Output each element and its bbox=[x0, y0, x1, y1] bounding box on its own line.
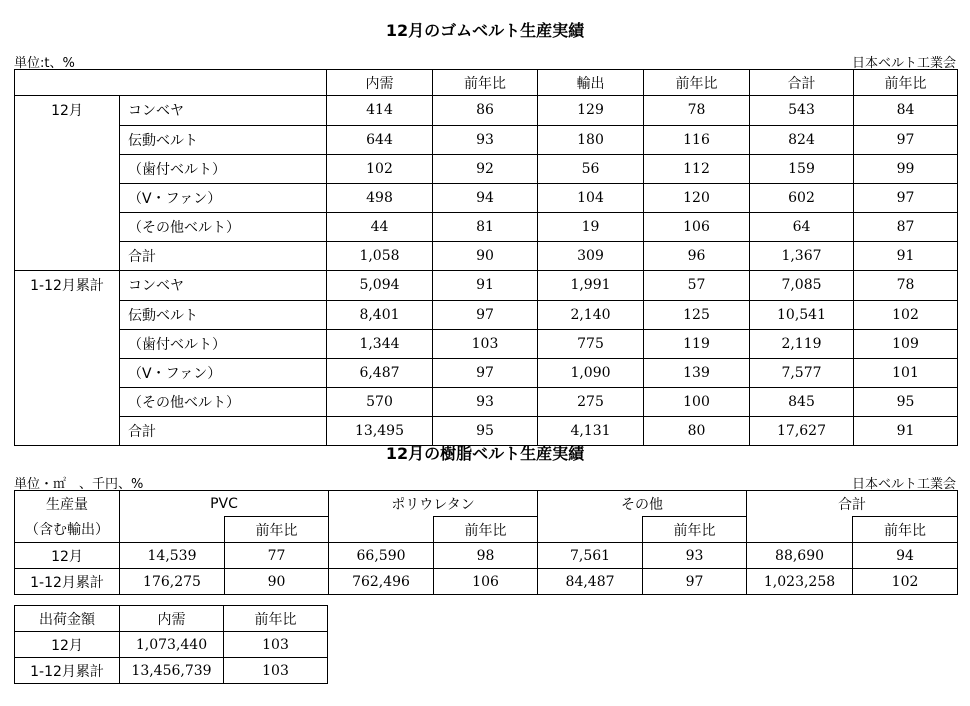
value-cell: 84 bbox=[854, 96, 958, 126]
value-cell: 81 bbox=[433, 212, 538, 241]
value-cell: 13,495 bbox=[327, 416, 433, 446]
value-cell: 159 bbox=[750, 154, 854, 183]
group-label-cell bbox=[15, 300, 120, 329]
value-cell: 93 bbox=[643, 543, 747, 569]
table-row bbox=[15, 658, 328, 684]
resin-title: 12月の樹脂ベルト生産実績 bbox=[385, 444, 585, 463]
rubber-header-cell: 前年比 bbox=[854, 70, 958, 96]
rubber-org: 日本ベルト工業会 bbox=[851, 56, 956, 71]
value-cell: 6,487 bbox=[327, 358, 433, 387]
value-cell: 80 bbox=[644, 416, 750, 446]
value-cell: 109 bbox=[854, 329, 958, 358]
value-cell: 1,073,440 bbox=[120, 632, 224, 658]
value-cell: 95 bbox=[433, 416, 538, 446]
value-cell: 101 bbox=[854, 358, 958, 387]
value-cell: 94 bbox=[433, 183, 538, 212]
value-cell: 91 bbox=[854, 416, 958, 446]
empty-subheader bbox=[120, 517, 225, 543]
value-cell: 14,539 bbox=[120, 543, 225, 569]
value-cell: 139 bbox=[644, 358, 750, 387]
item-label: 伝動ベルト bbox=[120, 125, 327, 154]
group-label-cell bbox=[15, 241, 120, 271]
item-label: （V・ファン） bbox=[120, 183, 327, 212]
row-label: 1-12月累計 bbox=[15, 569, 120, 595]
group-label-cell bbox=[15, 387, 120, 416]
value-cell: 91 bbox=[433, 271, 538, 301]
rubber-header-corner bbox=[15, 70, 327, 96]
item-label: 合計 bbox=[120, 416, 327, 446]
rubber-title: 12月のゴムベルト生産実績 bbox=[385, 21, 585, 40]
value-cell: 7,577 bbox=[750, 358, 854, 387]
category-header: PVC bbox=[120, 491, 329, 517]
resin-unit: 単位・㎡ 、千円、% bbox=[14, 477, 144, 492]
value-cell: 602 bbox=[750, 183, 854, 212]
table-row bbox=[15, 183, 958, 212]
value-cell: 775 bbox=[538, 329, 644, 358]
value-cell: 78 bbox=[644, 96, 750, 126]
value-cell: 88,690 bbox=[747, 543, 853, 569]
shipment-header-cell: 出荷金額 bbox=[15, 606, 120, 632]
rubber-header-cell: 内需 bbox=[327, 70, 433, 96]
category-header: ポリウレタン bbox=[329, 491, 538, 517]
rubber-header-cell: 合計 bbox=[750, 70, 854, 96]
table-row bbox=[15, 241, 958, 271]
group-label-cell bbox=[15, 358, 120, 387]
empty-subheader bbox=[747, 517, 853, 543]
empty-subheader bbox=[538, 517, 643, 543]
yoy-subheader: 前年比 bbox=[434, 517, 538, 543]
value-cell: 309 bbox=[538, 241, 644, 271]
value-cell: 2,119 bbox=[750, 329, 854, 358]
rubber-header-row bbox=[15, 70, 958, 96]
value-cell: 570 bbox=[327, 387, 433, 416]
value-cell: 103 bbox=[433, 329, 538, 358]
value-cell: 120 bbox=[644, 183, 750, 212]
value-cell: 93 bbox=[433, 387, 538, 416]
rubber-unit: 単位:t、% bbox=[14, 56, 75, 71]
table-row bbox=[15, 329, 958, 358]
table-row bbox=[15, 300, 958, 329]
value-cell: 414 bbox=[327, 96, 433, 126]
value-cell: 1,344 bbox=[327, 329, 433, 358]
shipment-header-cell: 内需 bbox=[120, 606, 224, 632]
value-cell: 498 bbox=[327, 183, 433, 212]
item-label: 合計 bbox=[120, 241, 327, 271]
group-label-cell: 1-12月累計 bbox=[15, 271, 120, 301]
value-cell: 91 bbox=[854, 241, 958, 271]
value-cell: 97 bbox=[433, 300, 538, 329]
table-row bbox=[15, 358, 958, 387]
value-cell: 106 bbox=[434, 569, 538, 595]
table-row bbox=[15, 271, 958, 301]
yoy-subheader: 前年比 bbox=[225, 517, 329, 543]
value-cell: 96 bbox=[644, 241, 750, 271]
value-cell: 8,401 bbox=[327, 300, 433, 329]
value-cell: 102 bbox=[327, 154, 433, 183]
value-cell: 103 bbox=[224, 658, 328, 684]
group-label-cell bbox=[15, 125, 120, 154]
value-cell: 5,094 bbox=[327, 271, 433, 301]
rubber-header-cell: 前年比 bbox=[433, 70, 538, 96]
corner-label-production: 生産量 bbox=[15, 491, 120, 517]
value-cell: 95 bbox=[854, 387, 958, 416]
value-cell: 97 bbox=[854, 125, 958, 154]
value-cell: 125 bbox=[644, 300, 750, 329]
category-header: 合計 bbox=[747, 491, 958, 517]
value-cell: 93 bbox=[433, 125, 538, 154]
value-cell: 102 bbox=[853, 569, 958, 595]
table-row bbox=[15, 154, 958, 183]
item-label: 伝動ベルト bbox=[120, 300, 327, 329]
yoy-subheader: 前年比 bbox=[853, 517, 958, 543]
value-cell: 57 bbox=[644, 271, 750, 301]
value-cell: 100 bbox=[644, 387, 750, 416]
item-label: コンベヤ bbox=[120, 271, 327, 301]
value-cell: 84,487 bbox=[538, 569, 643, 595]
value-cell: 90 bbox=[225, 569, 329, 595]
value-cell: 762,496 bbox=[329, 569, 434, 595]
shipment-header-row bbox=[15, 606, 328, 632]
value-cell: 17,627 bbox=[750, 416, 854, 446]
resin-belt-table bbox=[14, 490, 958, 595]
table-row bbox=[15, 125, 958, 154]
value-cell: 92 bbox=[433, 154, 538, 183]
value-cell: 7,561 bbox=[538, 543, 643, 569]
value-cell: 1,367 bbox=[750, 241, 854, 271]
value-cell: 1,058 bbox=[327, 241, 433, 271]
value-cell: 104 bbox=[538, 183, 644, 212]
row-label: 1-12月累計 bbox=[15, 658, 120, 684]
value-cell: 98 bbox=[434, 543, 538, 569]
value-cell: 112 bbox=[644, 154, 750, 183]
value-cell: 176,275 bbox=[120, 569, 225, 595]
item-label: （歯付ベルト） bbox=[120, 154, 327, 183]
value-cell: 10,541 bbox=[750, 300, 854, 329]
value-cell: 1,090 bbox=[538, 358, 644, 387]
item-label: コンベヤ bbox=[120, 96, 327, 126]
value-cell: 1,023,258 bbox=[747, 569, 853, 595]
rubber-belt-table bbox=[14, 69, 958, 446]
value-cell: 103 bbox=[224, 632, 328, 658]
item-label: （V・ファン） bbox=[120, 358, 327, 387]
value-cell: 102 bbox=[854, 300, 958, 329]
value-cell: 2,140 bbox=[538, 300, 644, 329]
table-row bbox=[15, 632, 328, 658]
value-cell: 13,456,739 bbox=[120, 658, 224, 684]
item-label: （その他ベルト） bbox=[120, 387, 327, 416]
shipment-table bbox=[14, 605, 328, 684]
value-cell: 824 bbox=[750, 125, 854, 154]
value-cell: 106 bbox=[644, 212, 750, 241]
value-cell: 97 bbox=[854, 183, 958, 212]
value-cell: 66,590 bbox=[329, 543, 434, 569]
row-label: 12月 bbox=[15, 543, 120, 569]
table-row bbox=[15, 387, 958, 416]
rubber-header-cell: 輸出 bbox=[538, 70, 644, 96]
value-cell: 180 bbox=[538, 125, 644, 154]
value-cell: 44 bbox=[327, 212, 433, 241]
group-label-cell bbox=[15, 212, 120, 241]
value-cell: 116 bbox=[644, 125, 750, 154]
item-label: （その他ベルト） bbox=[120, 212, 327, 241]
value-cell: 77 bbox=[225, 543, 329, 569]
yoy-subheader: 前年比 bbox=[643, 517, 747, 543]
value-cell: 78 bbox=[854, 271, 958, 301]
table-row bbox=[15, 543, 958, 569]
group-label-cell: 12月 bbox=[15, 96, 120, 126]
value-cell: 97 bbox=[433, 358, 538, 387]
category-header: その他 bbox=[538, 491, 747, 517]
value-cell: 94 bbox=[853, 543, 958, 569]
rubber-header-cell: 前年比 bbox=[644, 70, 750, 96]
resin-header-row-1 bbox=[15, 491, 958, 517]
value-cell: 543 bbox=[750, 96, 854, 126]
table-row bbox=[15, 569, 958, 595]
value-cell: 275 bbox=[538, 387, 644, 416]
table-row bbox=[15, 212, 958, 241]
group-label-cell bbox=[15, 329, 120, 358]
shipment-header-cell: 前年比 bbox=[224, 606, 328, 632]
row-label: 12月 bbox=[15, 632, 120, 658]
corner-label-export: （含む輸出） bbox=[15, 517, 120, 543]
resin-org: 日本ベルト工業会 bbox=[851, 477, 956, 492]
resin-header-row-2 bbox=[15, 517, 958, 543]
value-cell: 1,991 bbox=[538, 271, 644, 301]
value-cell: 97 bbox=[643, 569, 747, 595]
group-label-cell bbox=[15, 183, 120, 212]
value-cell: 99 bbox=[854, 154, 958, 183]
group-label-cell bbox=[15, 154, 120, 183]
value-cell: 4,131 bbox=[538, 416, 644, 446]
value-cell: 644 bbox=[327, 125, 433, 154]
value-cell: 90 bbox=[433, 241, 538, 271]
value-cell: 19 bbox=[538, 212, 644, 241]
value-cell: 87 bbox=[854, 212, 958, 241]
value-cell: 129 bbox=[538, 96, 644, 126]
value-cell: 86 bbox=[433, 96, 538, 126]
value-cell: 7,085 bbox=[750, 271, 854, 301]
value-cell: 56 bbox=[538, 154, 644, 183]
table-row bbox=[15, 96, 958, 126]
value-cell: 64 bbox=[750, 212, 854, 241]
item-label: （歯付ベルト） bbox=[120, 329, 327, 358]
value-cell: 119 bbox=[644, 329, 750, 358]
value-cell: 845 bbox=[750, 387, 854, 416]
empty-subheader bbox=[329, 517, 434, 543]
